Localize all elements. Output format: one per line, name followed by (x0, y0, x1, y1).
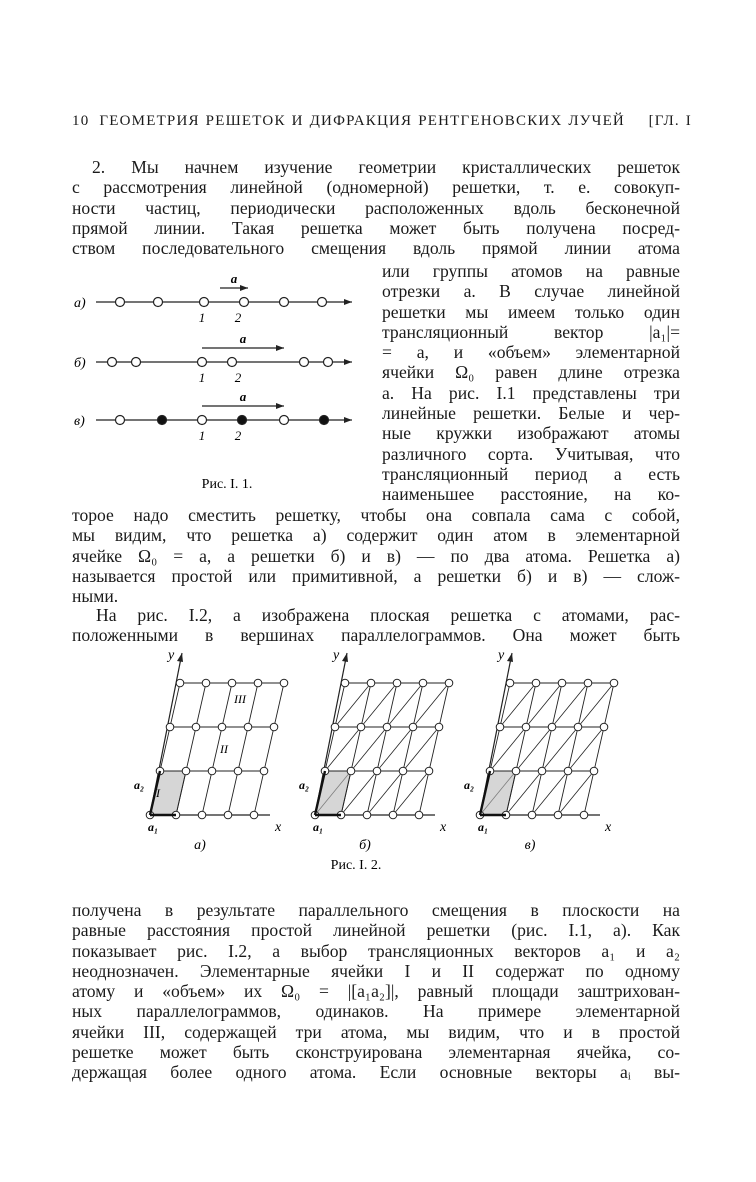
lattice-atom (554, 811, 562, 819)
lattice-atom (280, 679, 288, 687)
lattice-atom (574, 723, 582, 731)
lattice-atom (399, 767, 407, 775)
paragraph-2-intro (72, 157, 680, 258)
row-label: в) (74, 414, 85, 429)
text-line: решетке может быть сконструирована элементарная ячейка, со- (72, 1042, 680, 1063)
white-atom (318, 298, 327, 307)
text-line: ячейке Ω₀ = a, а решетки б) и в) — по два атома. Решетка а) (72, 545, 680, 566)
white-atom (198, 358, 207, 367)
translation-vector (202, 331, 284, 351)
vector-label: a (230, 271, 238, 286)
chapter-label: [ГЛ. I (648, 113, 692, 129)
lattice-atom (584, 679, 592, 687)
lattice-atom (357, 723, 365, 731)
y-axis-arrowhead (342, 653, 348, 662)
lattice-atom (506, 679, 514, 687)
lattice-atom (415, 811, 423, 819)
text-line: торое надо сместить решетку, чтобы она совпала сама с собой, (72, 505, 680, 525)
lattice-atom (435, 723, 443, 731)
text-line: положенными в вершинах параллелограммов. Она может быть (72, 625, 680, 646)
lattice-atom (254, 679, 262, 687)
vector-arrowhead (276, 403, 284, 409)
lattice-line (419, 683, 449, 815)
lattice-atom (363, 811, 371, 819)
lattice-arrowhead (344, 299, 352, 305)
text-line: ных параллелограммов, одинаков. На примере элементарной (72, 1001, 680, 1022)
tick-label: 2 (234, 370, 242, 385)
text-line: различного сорта. Учитывая, что (382, 443, 680, 464)
vector-a1-label: a₁ (148, 820, 159, 834)
white-atom (280, 298, 289, 307)
unit-cell-label: I (156, 786, 160, 800)
lattice-atom (600, 723, 608, 731)
lattice-atom (419, 679, 427, 687)
text-line: линейные решетки. Белые и чер- (382, 403, 680, 424)
lattice-atom (409, 723, 417, 731)
lattice-line (254, 683, 284, 815)
lattice-atom (198, 811, 206, 819)
running-title: ГЕОМЕТРИЯ РЕШЕТОК И ДИФРАКЦИЯ РЕНТГЕНОВСКИХ ЛУЧЕЙ (99, 113, 625, 129)
black-atom (238, 416, 247, 425)
x-axis-label: x (275, 820, 282, 835)
lattice-atom (347, 767, 355, 775)
lattice-atom (558, 679, 566, 687)
text-line: трансляционный период a есть (382, 463, 680, 484)
text-line: ности частиц, периодически расположенных вдоль бесконечной (72, 197, 680, 218)
lattice-atom (367, 679, 375, 687)
lattice-atom (425, 767, 433, 775)
plane-lattice-panel (464, 648, 618, 853)
lattice-atom (580, 811, 588, 819)
lattice-atom (270, 723, 278, 731)
text-line: ные кружки изображают атомы (382, 423, 680, 444)
lattice-atom (166, 723, 174, 731)
white-atom (280, 416, 289, 425)
white-atom (198, 416, 207, 425)
vector-arrowhead (240, 285, 248, 291)
tick-label: 1 (198, 370, 206, 385)
lattice-atom (373, 767, 381, 775)
vector-label: a (239, 331, 247, 346)
text-line: трансляционный вектор |a₁|= (382, 321, 680, 342)
white-atom (200, 298, 209, 307)
lattice-row (74, 271, 352, 325)
lattice-atom (182, 767, 190, 775)
lattice-atom (244, 723, 252, 731)
text-line: a. На рис. I.1 представлены три (382, 382, 680, 403)
lattice-atom (331, 723, 339, 731)
lattice-atom (176, 679, 184, 687)
tick-label: 1 (198, 310, 206, 325)
lattice-arrowhead (344, 359, 352, 365)
lattice-atom (532, 679, 540, 687)
lattice-atom (202, 679, 210, 687)
text-line: ячейки Ω₀ равен длине отрезка (382, 362, 680, 383)
paragraph-plane-lattice (72, 605, 680, 646)
lattice-atom (389, 811, 397, 819)
text-line: равные расстояния простой линейной решетки (рис. I.1, а). Как (72, 920, 680, 941)
lattice-line (393, 683, 423, 815)
white-atom (240, 298, 249, 307)
lattice-atom (522, 723, 530, 731)
unit-cell-label: II (220, 742, 228, 756)
x-axis-label: x (440, 820, 447, 835)
lattice-atom (218, 723, 226, 731)
translation-vector (202, 389, 284, 409)
vector-a2-label: a₂ (134, 778, 145, 792)
figure-1-2 (120, 645, 620, 875)
row-label: а) (74, 296, 86, 311)
tick-label: 1 (198, 428, 206, 443)
lattice-line (584, 683, 614, 815)
text-line: На рис. I.2, a изображена плоская решетка с атомами, рас- (96, 605, 680, 625)
text-line: отрезки a. В случае линейной (382, 281, 680, 302)
lattice-atom (393, 679, 401, 687)
lattice-atom (528, 811, 536, 819)
paragraph-2-continued (72, 505, 680, 606)
vector-a2-label: a₂ (464, 778, 475, 792)
black-atom (320, 416, 329, 425)
page-number: 10 (72, 113, 90, 129)
text-line: с рассмотрения линейной (одномерной) решетки, т. е. совокуп- (72, 177, 680, 198)
text-line: = a, и «объем» элементарной (382, 342, 680, 363)
text-line: 2. Мы начнем изучение геометрии кристаллических решеток (92, 157, 680, 177)
text-line: называется простой или примитивной, а решетки б) и в) — слож- (72, 565, 680, 586)
translation-vector (220, 271, 248, 291)
lattice-atom (228, 679, 236, 687)
lattice-atom (564, 767, 572, 775)
panel-label: а) (194, 838, 206, 853)
lattice-atom (512, 767, 520, 775)
text-line: ными. (72, 586, 119, 607)
white-atom (228, 358, 237, 367)
lattice-atom (548, 723, 556, 731)
lattice-atom (208, 767, 216, 775)
x-axis-label: x (605, 820, 612, 835)
white-atom (132, 358, 141, 367)
lattice-atom (260, 767, 268, 775)
running-header (72, 113, 692, 130)
text-line: наименьшее расстояние, на ко- (382, 484, 680, 505)
lattice-atom (610, 679, 618, 687)
y-axis-label: y (333, 648, 340, 663)
tick-label: 2 (234, 428, 242, 443)
y-axis-label: y (498, 648, 505, 663)
vector-a1-label: a₁ (313, 820, 324, 834)
y-axis-arrowhead (177, 653, 183, 662)
panel-label: в) (524, 838, 536, 853)
text-line: держащая более одного атома. Если основные векторы aᵢ вы- (72, 1062, 680, 1083)
text-line: ячейки III, содержащей три атома, мы видим, что и в простой (72, 1021, 680, 1042)
text-line: мы видим, что решетка а) содержит один атом в элементарной (72, 525, 680, 546)
lattice-atom (590, 767, 598, 775)
white-atom (324, 358, 333, 367)
white-atom (116, 298, 125, 307)
y-axis-arrowhead (507, 653, 513, 662)
vector-a2-label: a₂ (299, 778, 310, 792)
lattice-atom (250, 811, 258, 819)
tick-label: 2 (234, 310, 242, 325)
lattice-arrowhead (344, 417, 352, 423)
white-atom (154, 298, 163, 307)
lattice-line (558, 683, 588, 815)
lattice-atom (224, 811, 232, 819)
vector-arrowhead (276, 345, 284, 351)
lattice-atom (538, 767, 546, 775)
vector-a1-label: a₁ (478, 820, 489, 834)
lattice-atom (192, 723, 200, 731)
vector-label: a (239, 389, 247, 404)
paragraph-translation-vectors (72, 900, 680, 1083)
white-atom (300, 358, 309, 367)
text-line: прямой линии. Такая решетка может быть получена посред- (72, 217, 680, 238)
figure-1-1-caption: Рис. I. 1. (201, 477, 253, 492)
text-line: показывает рис. I.2, a выбор трансляционных векторов a₁ и a₂ (72, 940, 680, 961)
lattice-atom (341, 679, 349, 687)
text-line: получена в результате параллельного смещения в плоскости на (72, 900, 680, 920)
plane-lattice-panel (134, 648, 288, 853)
lattice-row (74, 389, 352, 443)
black-atom (158, 416, 167, 425)
figure-1-1 (72, 262, 372, 494)
row-label: б) (74, 356, 86, 371)
wrapped-text-beside-figure (382, 261, 680, 505)
plane-lattice-panel (299, 648, 453, 853)
lattice-line (367, 683, 397, 815)
white-atom (116, 416, 125, 425)
lattice-atom (383, 723, 391, 731)
text-line: атому и «объем» их Ω₀ = |[a₁a₂]|, равный площади заштрихован- (72, 981, 680, 1002)
lattice-atom (445, 679, 453, 687)
lattice-line (532, 683, 562, 815)
white-atom (108, 358, 117, 367)
y-axis-label: y (168, 648, 175, 663)
text-line: ством последовательного смещения вдоль прямой линии атома (72, 238, 680, 259)
text-line: или группы атомов на равные (382, 261, 680, 281)
panel-label: б) (359, 838, 371, 853)
lattice-atom (234, 767, 242, 775)
lattice-row (74, 331, 352, 385)
text-line: решетки мы имеем только один (382, 301, 680, 322)
unit-cell-label: III (234, 692, 246, 706)
lattice-atom (496, 723, 504, 731)
figure-1-2-caption: Рис. I. 2. (330, 858, 382, 873)
text-line: неоднозначен. Элементарные ячейки I и II содержат по одному (72, 960, 680, 981)
